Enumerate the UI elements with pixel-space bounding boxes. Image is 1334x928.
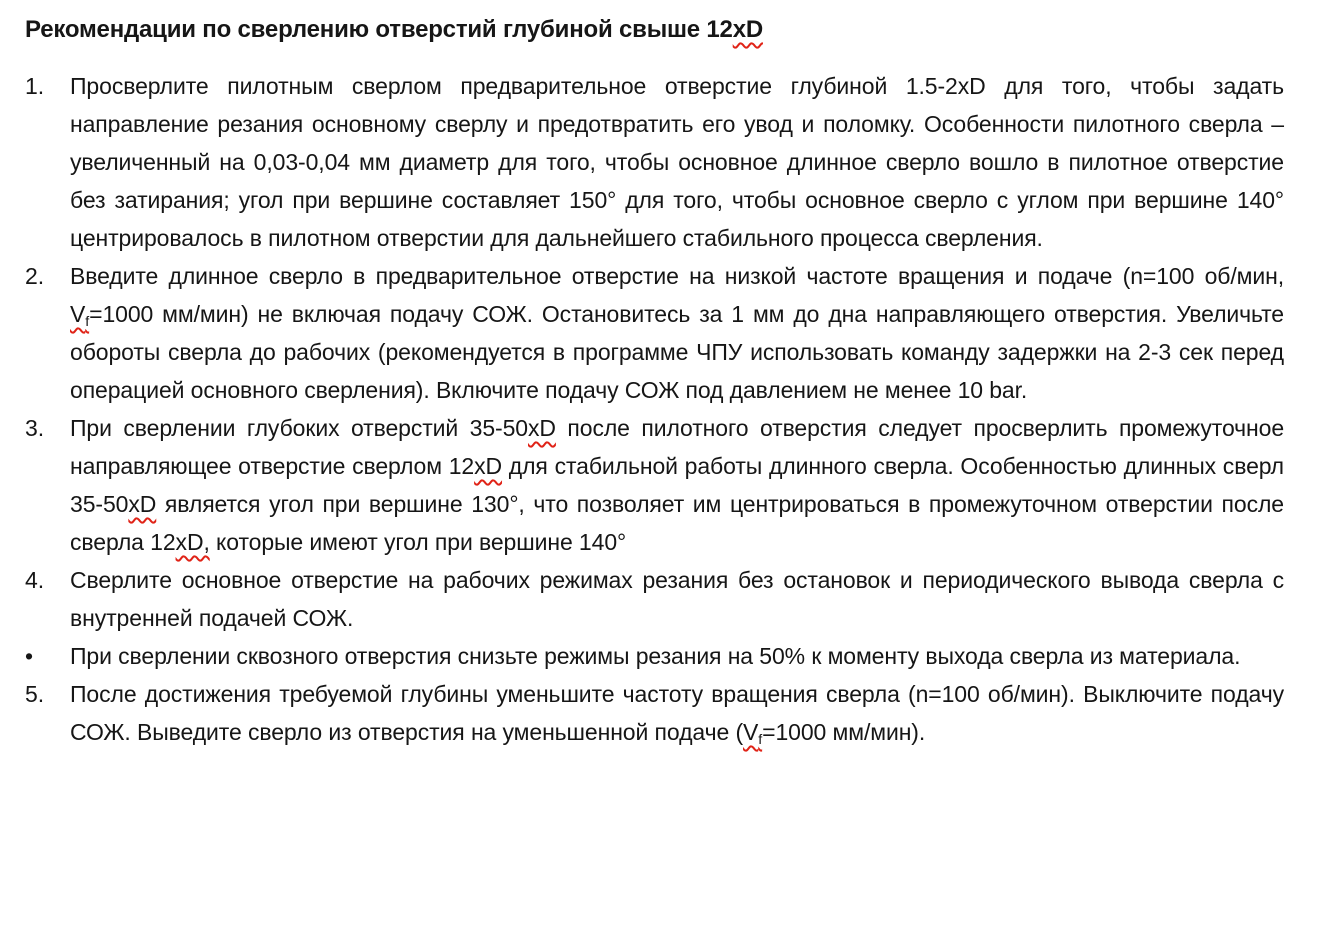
list-item-text [70,409,1284,561]
paragraph-text: При сверлении сквозного отверстия снизьте режимы резания на 50% к моменту выхода сверла из материала. [70,643,1241,669]
paragraph-text: После достижения требуемой глубины уменьшите частоту вращения сверла (n=100 об/мин). Выключите подачу СОЖ. Выведите сверло из отверстия на уменьшенной подаче ( [70,681,1284,745]
list-item-3 [25,409,1284,561]
feed-rate-subscript: f [85,313,90,330]
title-text: Рекомендации по сверлению отверстий глубиной свыше 12 [25,16,733,43]
paragraph-text: =1000 мм/мин) не включая подачу СОЖ. Остановитесь за 1 мм до дна направляющего отверстия. Увеличьте обороты сверла до рабочих (рекомендуется в программе ЧПУ использовать команду задержки на 2-3 сек перед операцией основного сверления). Включите подачу СОЖ под давлением не менее 10 bar. [70,301,1284,403]
paragraph-text: Сверлите основное отверстие на рабочих режимах резания без остановок и периодического вывода сверла с внутренней подачей СОЖ. [70,567,1284,631]
paragraph-text: которые имеют угол при вершине 140° [209,529,627,555]
bullet-item [25,637,1284,675]
list-item-text [70,637,1284,675]
paragraph-text: после пилотного отверстия следует просверлить промежуточное направляющее отверстие сверлом 12 [70,415,1285,479]
paragraph-text: для стабильной работы длинного сверла. Особенностью длинных сверл 35-50 [70,453,1284,517]
list-number: 1. [25,73,44,99]
paragraph-text: Просверлите пилотным сверлом предварительное отверстие глубиной 1.5-2xD для того, чтобы задать направление резания основному сверлу и предотвратить его увод и поломку. Особенности пилотного сверла – увеличенный на 0,03-0,04 мм диаметр для того, чтобы основное длинное сверло вошло в пилотное отверстие без затирания; угол при вершине составляет 150° для того, чтобы основное сверло с углом при вершине 140° центрировалось в пилотном отверстии для дальнейшего стабильного процесса сверления. [70,73,1284,251]
bullet-icon: • [25,643,33,669]
list-item-text [70,67,1284,257]
list-number: 2. [25,263,44,289]
feed-rate-symbol [70,301,90,330]
paragraph-text: является угол при вершине 130°, что позволяет им центрироваться в промежуточном отверстии после сверла 12 [70,491,1284,555]
list-item-text [70,257,1284,409]
list-number: 3. [25,415,44,441]
list-item-4 [25,561,1284,637]
feed-rate-letter: V [743,719,759,745]
misspelled-term: xD [128,491,157,517]
list-number: 4. [25,567,44,593]
list-item-text [70,675,1284,751]
misspelled-term: xD [474,453,503,479]
list-number: 5. [25,681,44,707]
feed-rate-letter: V [70,301,86,327]
misspelled-term: xD, [175,529,210,555]
feed-rate-subscript: f [758,731,763,748]
list-item-5 [25,675,1284,751]
list-item-1 [25,67,1284,257]
paragraph-text: При сверлении глубоких отверстий 35-50 [70,415,528,441]
list-item-2 [25,257,1284,409]
paragraph-text: Введите длинное сверло в предварительное отверстие на низкой частоте вращения и подаче (n=100 об/мин, [70,263,1284,289]
document-title [25,14,1284,46]
misspelled-term: xD [528,415,556,441]
paragraph-text: =1000 мм/мин). [762,719,926,745]
misspelled-term: xD [732,16,763,43]
feed-rate-symbol [743,719,763,748]
list-item-text [70,561,1284,637]
